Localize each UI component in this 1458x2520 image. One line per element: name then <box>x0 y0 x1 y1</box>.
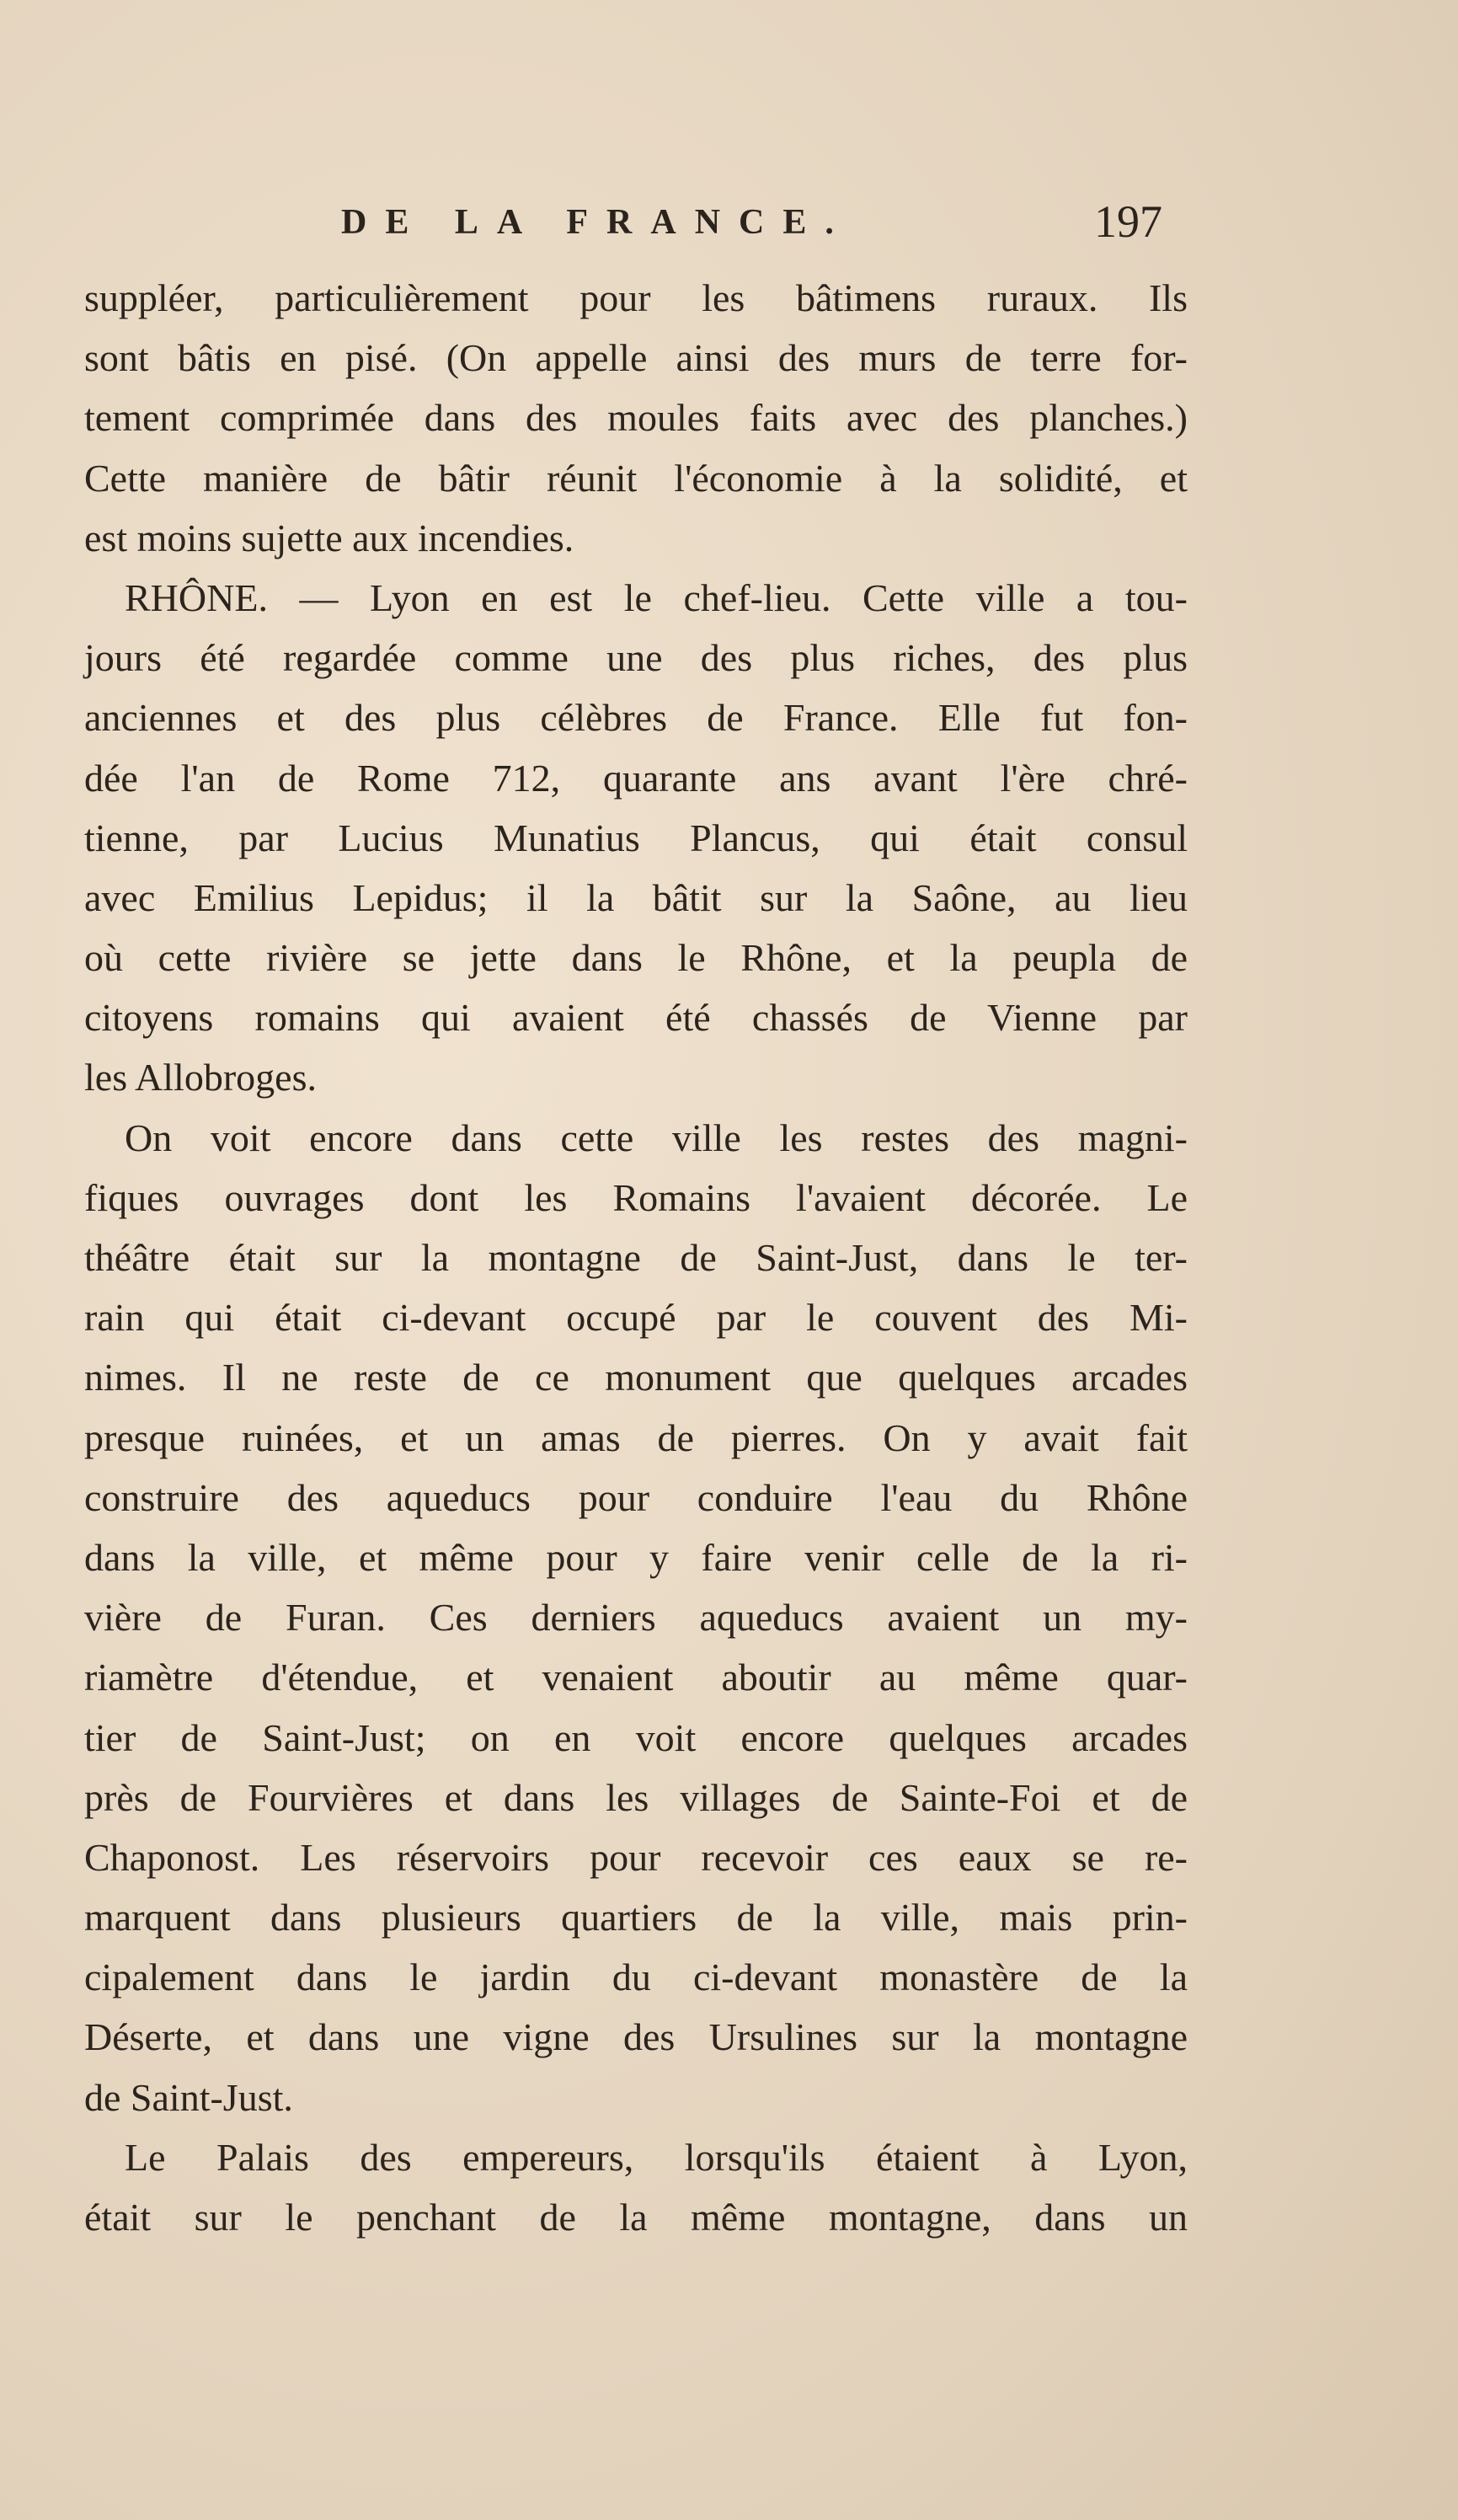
text-line: est moins sujette aux incendies. <box>84 516 574 559</box>
text-line: les Allobroges. <box>84 1056 317 1099</box>
text-line: anciennes et des plus célèbres de France. Elle fut fon- <box>84 696 1188 740</box>
text-line: Déserte, et dans une vigne des Ursulines sur la montagne <box>84 2015 1188 2059</box>
text-line: avec Emilius Lepidus; il la bâtit sur la Saône, au lieu <box>84 875 1188 919</box>
text-line: où cette rivière se jette dans le Rhône, et la peupla de <box>84 936 1188 980</box>
text-line: fiques ouvrages dont les Romains l'avaient décorée. Le <box>84 1175 1188 1219</box>
text-line: Chaponost. Les réservoirs pour recevoir ces eaux se re- <box>84 1835 1188 1879</box>
text-line: Le Palais des empereurs, lorsqu'ils étaient à Lyon, <box>125 2135 1188 2179</box>
text-line: de Saint-Just. <box>84 2075 293 2119</box>
text-line: suppléer, particulièrement pour les bâtimens ruraux. Ils <box>84 276 1188 319</box>
text-line: dans la ville, et même pour y faire venir celle de la ri- <box>84 1535 1188 1579</box>
text-line: était sur le penchant de la même montagne, dans un <box>84 2196 1188 2239</box>
text-line: RHÔNE. — Lyon en est le chef-lieu. Cette ville a tou- <box>125 575 1188 619</box>
text-line: citoyens romains qui avaient été chassés de Vienne par <box>84 996 1188 1040</box>
text-line: vière de Furan. Ces derniers aqueducs avaient un my- <box>84 1596 1188 1640</box>
text-line: tier de Saint-Just; on en voit encore quelques arcades <box>84 1715 1188 1759</box>
running-title: DE LA FRANCE. <box>341 203 852 242</box>
text-line: tement comprimée dans des moules faits avec des planches.) <box>84 396 1188 440</box>
text-line: jours été regardée comme une des plus riches, des plus <box>84 636 1188 680</box>
text-line: près de Fourvières et dans les villages de Sainte-Foi et de <box>84 1775 1188 1819</box>
text-line: nimes. Il ne reste de ce monument que quelques arcades <box>84 1356 1188 1399</box>
page-number: 197 <box>1094 196 1162 247</box>
text-line: cipalement dans le jardin du ci-devant monastère de la <box>84 1956 1188 1999</box>
text-line: On voit encore dans cette ville les restes des magni- <box>125 1116 1188 1159</box>
text-line: tienne, par Lucius Munatius Plancus, qui était consul <box>84 816 1188 859</box>
text-line: dée l'an de Rome 712, quarante ans avant l'ère chré- <box>84 756 1188 800</box>
text-line: riamètre d'étendue, et venaient aboutir au même quar- <box>84 1656 1188 1699</box>
body-text <box>84 268 1188 2247</box>
book-page <box>84 0 1188 2520</box>
text-line: rain qui était ci-devant occupé par le couvent des Mi- <box>84 1296 1188 1340</box>
text-line: Cette manière de bâtir réunit l'économie à la solidité, et <box>84 456 1188 500</box>
text-line: théâtre était sur la montagne de Saint-Just, dans le ter- <box>84 1236 1188 1279</box>
text-line: presque ruinées, et un amas de pierres. On y avait fait <box>84 1415 1188 1459</box>
text-line: construire des aqueducs pour conduire l'eau du Rhône <box>84 1475 1188 1519</box>
page-header <box>84 195 1188 254</box>
text-line: sont bâtis en pisé. (On appelle ainsi des murs de terre for- <box>84 336 1188 380</box>
text-line: marquent dans plusieurs quartiers de la ville, mais prin- <box>84 1896 1188 1939</box>
